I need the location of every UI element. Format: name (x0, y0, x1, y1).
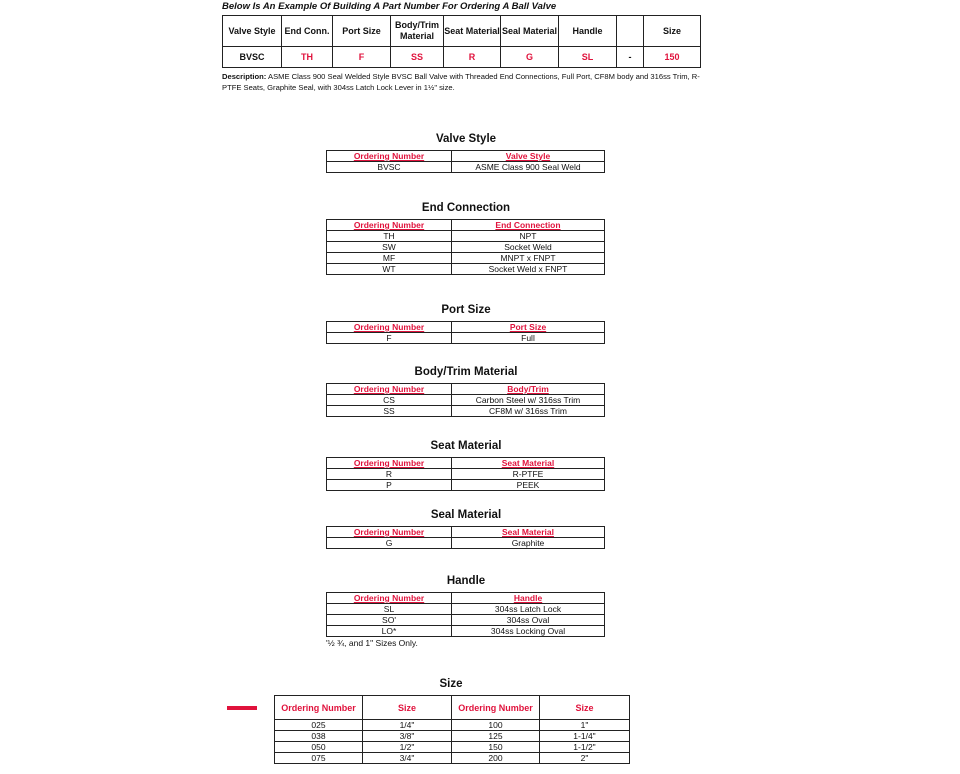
port-size-table (326, 321, 605, 344)
table-row (327, 162, 605, 173)
section-title-end-connection: End Connection (421, 202, 511, 214)
table-cell: P (327, 480, 452, 491)
table-row (275, 720, 630, 731)
table-cell: SW (327, 242, 452, 253)
value-port-size: F (333, 47, 391, 68)
end-connection-table (326, 219, 605, 275)
table-row (327, 615, 605, 626)
table-cell: 075 (275, 753, 363, 764)
table-header-cell: Ordering Number (327, 593, 452, 604)
section-title-size: Size (439, 678, 463, 690)
header-body-trim: Body/Trim Material (391, 16, 444, 47)
body-trim-table (326, 383, 605, 417)
value-body-trim: SS (391, 47, 444, 68)
table-cell: PEEK (452, 480, 605, 491)
table-cell: 025 (275, 720, 363, 731)
description-label: Description: (222, 72, 267, 81)
table-cell: SL (327, 604, 452, 615)
table-cell: 3/4" (363, 753, 452, 764)
table-row (327, 406, 605, 417)
table-header-cell: Ordering Number (275, 696, 363, 720)
table-cell: 304ss Oval (452, 615, 605, 626)
header-dash (617, 16, 644, 47)
header-seat-material: Seat Material (444, 16, 501, 47)
table-cell: BVSC (327, 162, 452, 173)
value-valve-style: BVSC (223, 47, 282, 68)
section-title-valve-style: Valve Style (435, 133, 497, 145)
table-cell: Graphite (452, 538, 605, 549)
section-title-seat-material: Seat Material (430, 440, 502, 452)
table-header-cell: Handle (452, 593, 605, 604)
header-handle: Handle (559, 16, 617, 47)
table-cell: 1/4" (363, 720, 452, 731)
table-cell: MF (327, 253, 452, 264)
table-row (327, 395, 605, 406)
table-cell: MNPT x FNPT (452, 253, 605, 264)
table-cell: ASME Class 900 Seal Weld (452, 162, 605, 173)
table-header-cell: Ordering Number (327, 458, 452, 469)
table-cell: G (327, 538, 452, 549)
table-cell: 304ss Latch Lock (452, 604, 605, 615)
table-header-cell: Valve Style (452, 151, 605, 162)
table-header-cell: Port Size (452, 322, 605, 333)
table-cell: TH (327, 231, 452, 242)
intro-heading: Below Is An Example Of Building A Part Number For Ordering A Ball Valve (222, 1, 557, 12)
table-header-cell: Ordering Number (327, 151, 452, 162)
description-text: ASME Class 900 Seal Welded Style BVSC Ball Valve with Threaded End Connections, Full Port, CF8M body and 316ss Trim, R-PTFE Seats, Graphite Seal, with 304ss Latch Lock Lever in 1½" size. (222, 72, 700, 92)
table-header-cell: Size (363, 696, 452, 720)
table-cell: Full (452, 333, 605, 344)
table-cell: 3/8" (363, 731, 452, 742)
seal-material-table (326, 526, 605, 549)
table-cell: LO* (327, 626, 452, 637)
table-header-cell: Seat Material (452, 458, 605, 469)
table-row (327, 333, 605, 344)
table-row (327, 604, 605, 615)
table-header-cell: Ordering Number (327, 220, 452, 231)
table-row (327, 242, 605, 253)
red-marker-bar (227, 706, 257, 710)
table-header-cell: Ordering Number (327, 527, 452, 538)
table-row (327, 469, 605, 480)
table-row (275, 731, 630, 742)
section-title-handle: Handle (446, 575, 486, 587)
table-cell: 1-1/2" (540, 742, 630, 753)
value-size: 150 (644, 47, 701, 68)
value-end-conn: TH (282, 47, 333, 68)
table-row (275, 753, 630, 764)
table-cell: 038 (275, 731, 363, 742)
table-cell: 1-1/4" (540, 731, 630, 742)
seat-material-table (326, 457, 605, 491)
table-header-cell: Ordering Number (452, 696, 540, 720)
table-cell: CF8M w/ 316ss Trim (452, 406, 605, 417)
table-cell: 1" (540, 720, 630, 731)
table-cell: 100 (452, 720, 540, 731)
handle-footnote: '½ ¾, and 1" Sizes Only. (326, 638, 418, 648)
table-row (327, 231, 605, 242)
value-seal-material: G (501, 47, 559, 68)
table-cell: 200 (452, 753, 540, 764)
table-header-cell: Body/Trim (452, 384, 605, 395)
header-seal-material: Seal Material (501, 16, 559, 47)
table-row (275, 742, 630, 753)
table-cell: Socket Weld (452, 242, 605, 253)
table-cell: NPT (452, 231, 605, 242)
value-handle: SL (559, 47, 617, 68)
section-title-body-trim: Body/Trim Material (414, 366, 518, 378)
table-cell: Carbon Steel w/ 316ss Trim (452, 395, 605, 406)
section-title-seal-material: Seal Material (430, 509, 502, 521)
table-cell: SO' (327, 615, 452, 626)
section-title-port-size: Port Size (441, 304, 491, 316)
table-cell: SS (327, 406, 452, 417)
table-cell: F (327, 333, 452, 344)
table-cell: R-PTFE (452, 469, 605, 480)
handle-table (326, 592, 605, 637)
table-header-cell: Ordering Number (327, 322, 452, 333)
table-cell: 2" (540, 753, 630, 764)
table-row (327, 264, 605, 275)
header-size: Size (644, 16, 701, 47)
table-cell: 150 (452, 742, 540, 753)
value-seat-material: R (444, 47, 501, 68)
table-cell: R (327, 469, 452, 480)
table-row (327, 626, 605, 637)
table-header-cell: Ordering Number (327, 384, 452, 395)
value-dash: - (617, 47, 644, 68)
header-valve-style: Valve Style (223, 16, 282, 47)
table-cell: CS (327, 395, 452, 406)
header-port-size: Port Size (333, 16, 391, 47)
table-row (327, 253, 605, 264)
valve-style-table (326, 150, 605, 173)
table-row (327, 538, 605, 549)
table-header-cell: End Connection (452, 220, 605, 231)
part-number-example-table (222, 15, 701, 68)
table-header-cell: Seal Material (452, 527, 605, 538)
table-cell: Socket Weld x FNPT (452, 264, 605, 275)
description (222, 71, 702, 93)
table-row (327, 480, 605, 491)
table-cell: 1/2" (363, 742, 452, 753)
header-end-conn: End Conn. (282, 16, 333, 47)
table-cell: WT (327, 264, 452, 275)
table-header-cell: Size (540, 696, 630, 720)
table-cell: 304ss Locking Oval (452, 626, 605, 637)
size-table (274, 695, 630, 764)
table-cell: 125 (452, 731, 540, 742)
table-cell: 050 (275, 742, 363, 753)
